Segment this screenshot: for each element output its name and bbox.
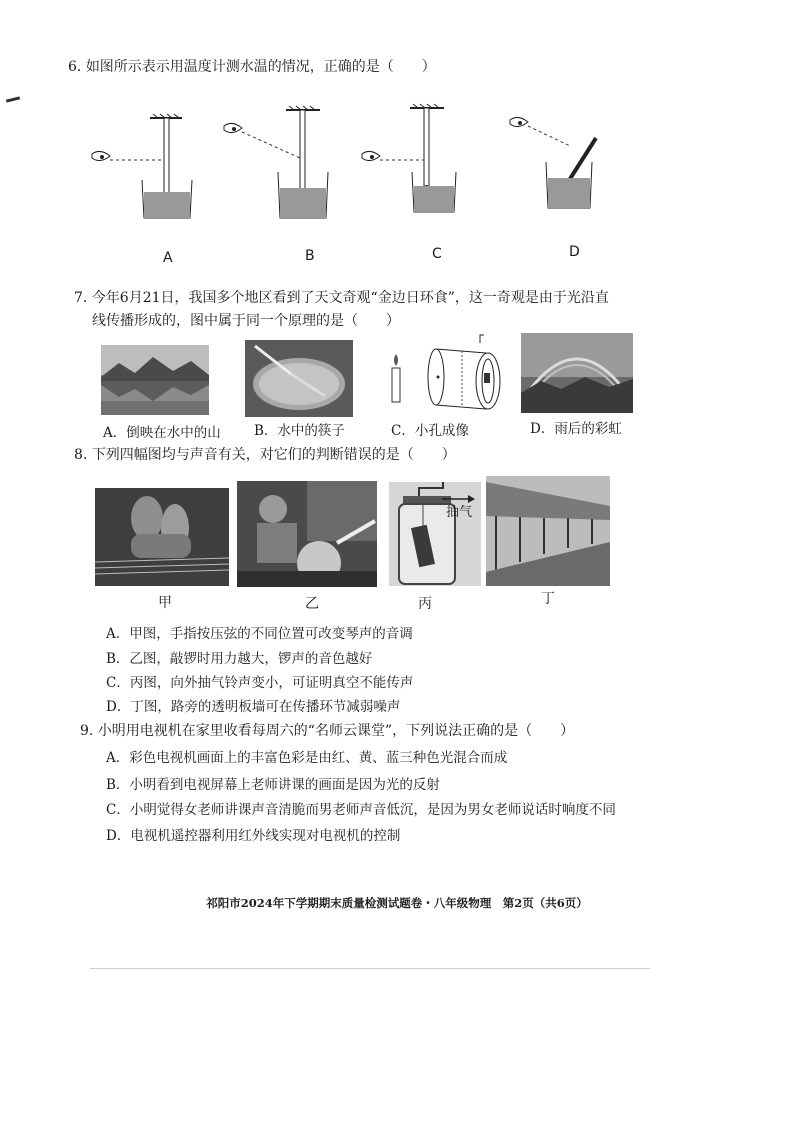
q9-option-c: C．小明觉得女老师讲课声音清脆而男老师声音低沉，是因为男女老师说话时响度不同 (106, 802, 616, 818)
q7-stem-line2: 线传播形成的，图中属于同一个原理的是（ ） (92, 313, 400, 329)
q7-option-d: D．雨后的彩虹 (530, 421, 622, 437)
q7-option-a: A．倒映在水中的山 (103, 425, 221, 441)
q8-label-ding: 丁 (541, 591, 555, 607)
q8-stem-text: 下列四幅图均与声音有关，对它们的判断错误的是（ ） (91, 447, 456, 463)
q8-option-c: C．丙图，向外抽气铃声变小，可证明真空不能传声 (106, 675, 414, 691)
q6-label-a: A (163, 250, 173, 266)
q8-option-a: A．甲图，手指按压弦的不同位置可改变琴声的音调 (106, 626, 413, 642)
q6-figure-d (510, 117, 596, 208)
q6-stem-text: 如图所示表示用温度计测水温的情况，正确的是（ ） (85, 59, 436, 75)
q8-option-b: B．乙图，敲锣时用力越大，锣声的音色越好 (106, 651, 373, 667)
q7-stem-text-1: 今年6月21日，我国多个地区看到了天文奇观“金边日环食”，这一奇观是由于光沿直 (91, 290, 609, 306)
q7-stem-line1 (74, 289, 609, 307)
q9-option-b: B．小明看到电视屏幕上老师讲课的画面是因为光的反射 (106, 777, 440, 793)
q8-number: 8. (74, 447, 88, 463)
q8-label-jia: 甲 (158, 595, 172, 611)
q7-option-c: C．小孔成像 (391, 423, 469, 439)
q7-option-b: B．水中的筷子 (254, 423, 345, 439)
q7-photo-mountain-reflection (101, 345, 209, 415)
q7-candle (388, 352, 404, 404)
q8-photo-ding-barrier (486, 476, 610, 586)
q9-stem (80, 722, 574, 740)
q7-photo-chopsticks (245, 340, 353, 417)
q6-figure-c (362, 104, 456, 212)
q6-figure-b (224, 106, 328, 218)
q9-option-d: D．电视机遥控器利用红外线实现对电视机的控制 (106, 828, 401, 844)
q9-stem-text: 小明用电视机在家里收看每周六的“名师云课堂”，下列说法正确的是（ ） (97, 723, 575, 739)
q8-photo-jia-instrument (95, 488, 229, 586)
page-footer: 祁阳市2024年下学期期末质量检测试题卷・八年级物理 第2页（共6页） (206, 896, 588, 910)
q8-label-yi: 乙 (305, 596, 319, 612)
q7-number: 7. (74, 290, 88, 306)
q6-thermometer-figures (80, 100, 640, 230)
q8-stem (74, 446, 456, 464)
q8-photo-yi-gong (237, 481, 377, 587)
scan-mark (6, 96, 20, 102)
q8-pump-arrow-icon (442, 494, 476, 504)
scan-edge-line (90, 968, 650, 969)
q6-label-c: C (432, 246, 442, 262)
q9-option-a: A．彩色电视机画面上的丰富色彩是由红、黄、蓝三种色光混合而成 (106, 750, 508, 766)
q6-number: 6. (68, 59, 82, 75)
q9-number: 9. (80, 723, 94, 739)
q8-label-bing: 丙 (418, 596, 432, 612)
q8-option-d: D．丁图，路旁的透明板墙可在传播环节减弱噪声 (106, 699, 401, 715)
q6-stem (68, 58, 436, 76)
q7-photo-rainbow (521, 333, 633, 413)
q6-figure-a (92, 114, 192, 218)
q6-label-b: B (305, 248, 315, 264)
q8-pump-label: 抽气 (446, 505, 473, 520)
q7-pinhole-camera (424, 333, 509, 417)
q6-label-d: D (569, 244, 580, 260)
